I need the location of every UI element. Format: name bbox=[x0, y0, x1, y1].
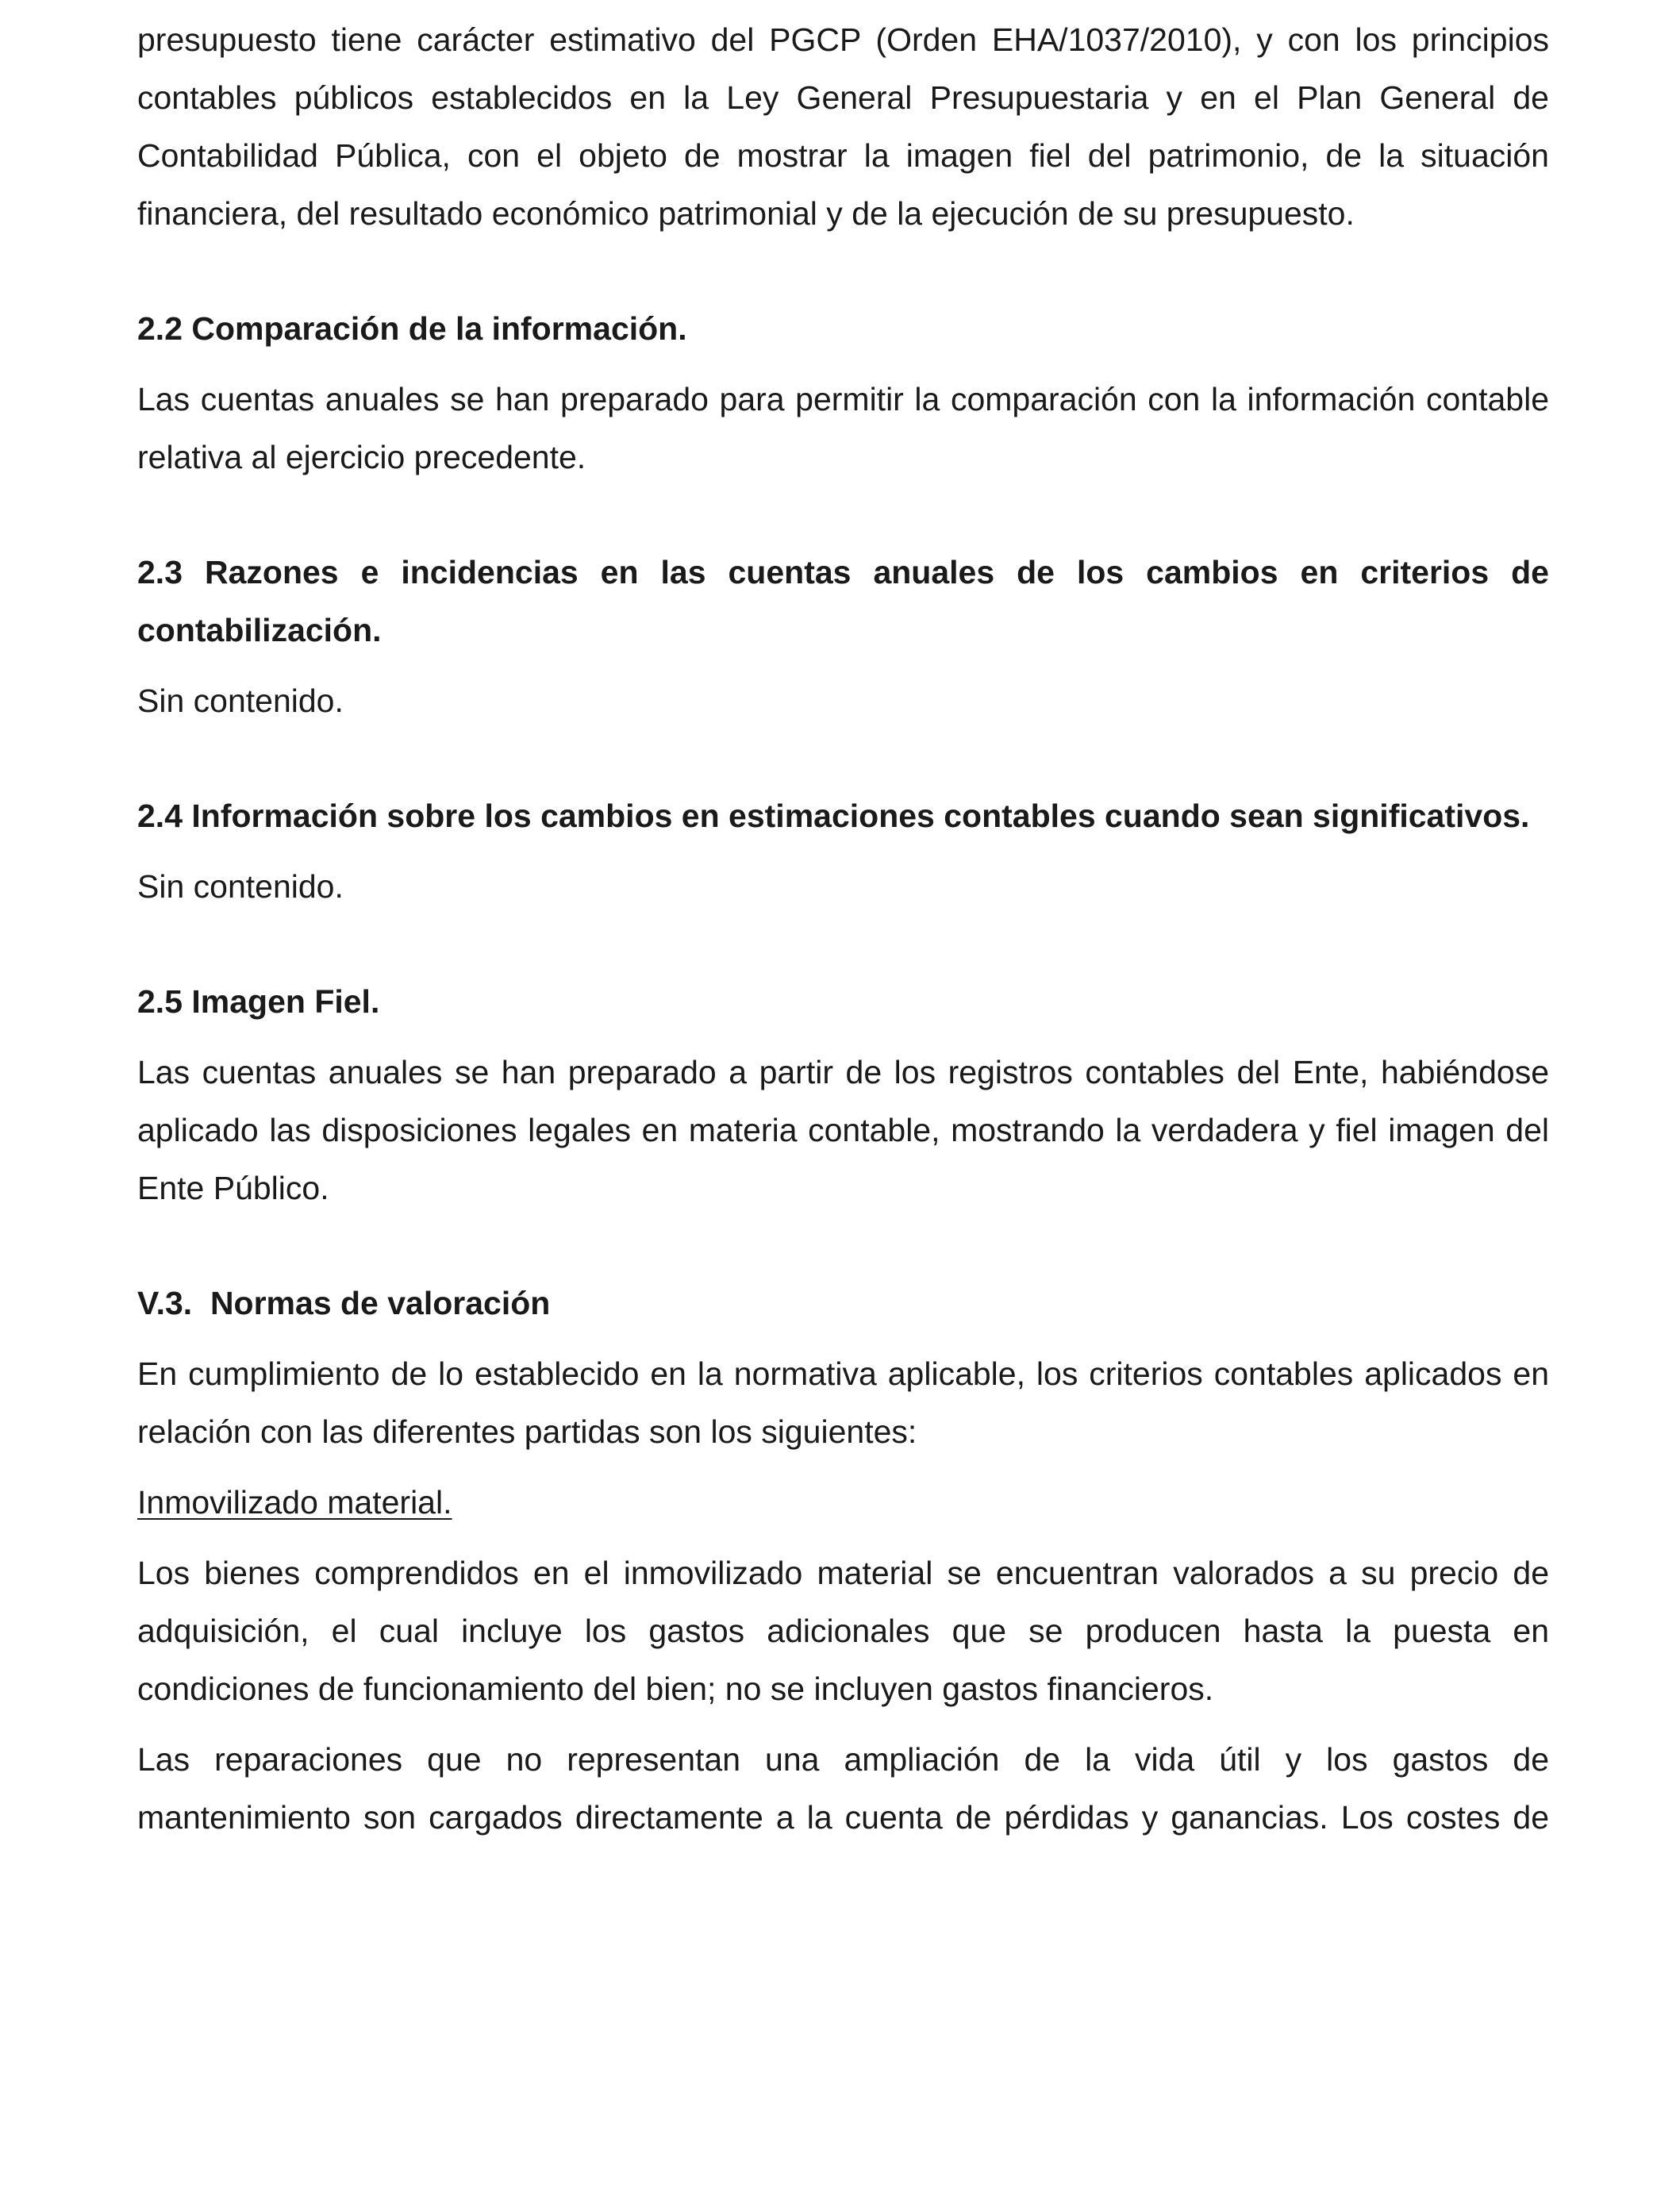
section-2-3-body: Sin contenido. bbox=[137, 682, 344, 719]
section-v3-heading: V.3. Normas de valoración bbox=[137, 1285, 551, 1321]
section-v3-subheading: Inmovilizado material. bbox=[137, 1484, 452, 1521]
section-v3-paragraph-2: Las reparaciones que no representan una ampliación de la vida útil y los gastos de mantenimiento son cargados directamente a la cuenta de pérdidas y ganancias. Los costes de bbox=[137, 1741, 1549, 1836]
section-2-4-heading: 2.4 Información sobre los cambios en estimaciones contables cuando sean significativos. bbox=[137, 798, 1530, 834]
section-2-2-body: Las cuentas anuales se han preparado para permitir la comparación con la información contable relativa al ejercicio precedente. bbox=[137, 381, 1549, 475]
intro-paragraph: presupuesto tiene carácter estimativo del PGCP (Orden EHA/1037/2010), y con los principios contables públicos establecidos en la Ley General Presupuestaria y en el Plan General de Contabilidad Pública, con el objeto de mostrar la imagen fiel del patrimonio, de la situación financiera, del resultado económico patrimonial y de la ejecución de su presupuesto. bbox=[137, 21, 1549, 232]
section-2-5-heading: 2.5 Imagen Fiel. bbox=[137, 983, 380, 1020]
section-2-4-body: Sin contenido. bbox=[137, 868, 344, 905]
section-2-3-heading: 2.3 Razones e incidencias en las cuentas anuales de los cambios en criterios de contabilización. bbox=[137, 554, 1549, 648]
section-2-2-heading: 2.2 Comparación de la información. bbox=[137, 310, 687, 347]
section-v3-paragraph-1: Los bienes comprendidos en el inmovilizado material se encuentran valorados a su precio de adquisición, el cual incluye los gastos adicionales que se producen hasta la puesta en condiciones de funcionamiento del bien; no se incluyen gastos financieros. bbox=[137, 1555, 1549, 1707]
document-page bbox=[137, 11, 1549, 1847]
section-v3-intro: En cumplimiento de lo establecido en la normativa aplicable, los criterios contables aplicados en relación con las diferentes partidas son los siguientes: bbox=[137, 1355, 1549, 1450]
section-2-5-body: Las cuentas anuales se han preparado a partir de los registros contables del Ente, habiéndose aplicado las disposiciones legales en materia contable, mostrando la verdadera y fiel imagen del Ente Público. bbox=[137, 1054, 1549, 1206]
